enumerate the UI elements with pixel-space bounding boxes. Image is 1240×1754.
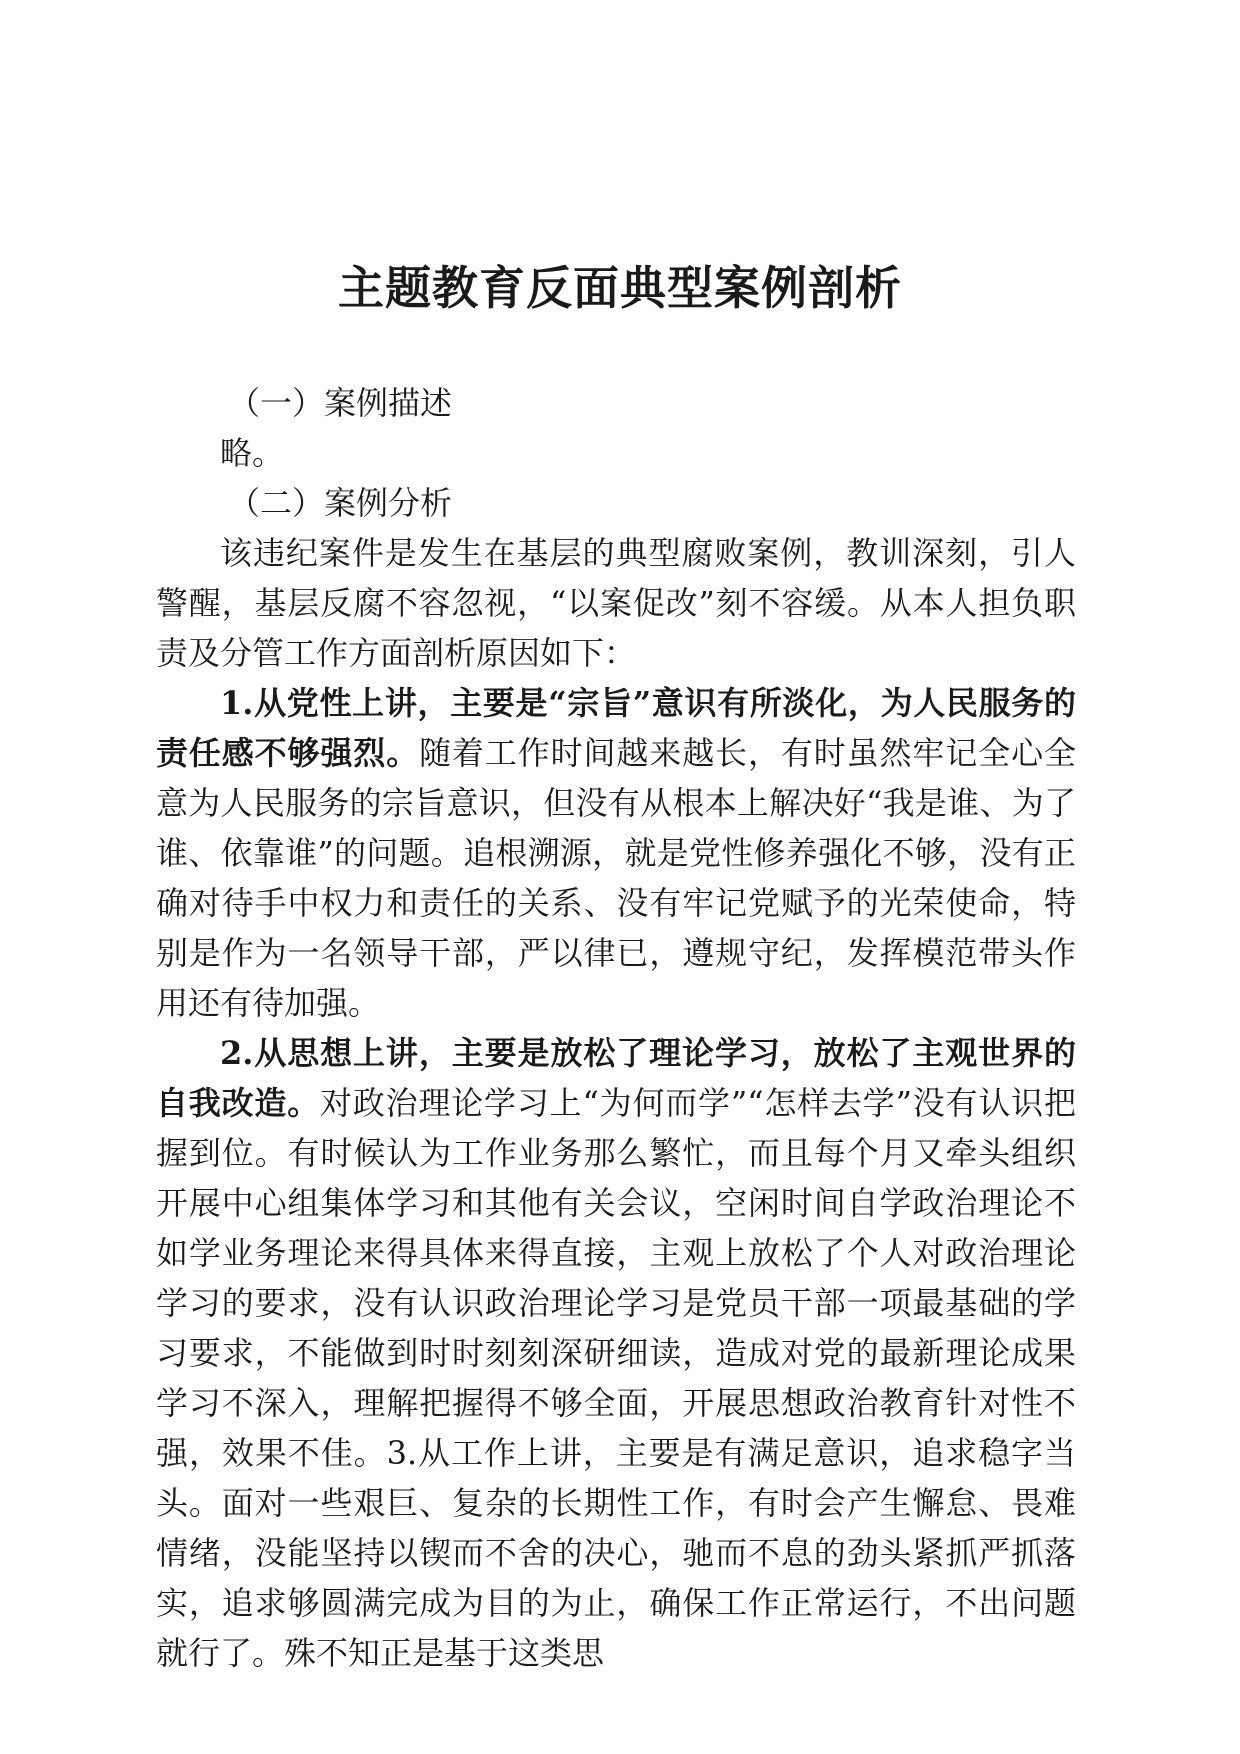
case-description-text: 略。	[220, 434, 285, 472]
analysis-point-1	[156, 678, 1076, 1028]
analysis-point-2-heading: 2.从思想上讲，主要是放松了理论学习，放松了主观世界的自我改造。	[156, 1034, 1076, 1122]
analysis-point-2	[156, 1028, 1076, 1678]
document-title: 主题教育反面典型案例剖析	[338, 261, 902, 315]
case-analysis-intro: 该违纪案件是发生在基层的典型腐败案例，教训深刻，引人警醒，基层反腐不容忽视，“以案促改”刻不容缓。从本人担负职责及分管工作方面剖析原因如下：	[156, 534, 1076, 672]
section-heading-case-description: （一）案例描述	[228, 384, 453, 422]
analysis-point-1-heading: 1.从党性上讲，主要是“宗旨”意识有所淡化，为人民服务的责任感不够强烈。	[156, 684, 1076, 772]
document-body	[156, 378, 1076, 1678]
analysis-point-2-text: 对政治理论学习上“为何而学”“怎样去学”没有认识把握到位。有时候认为工作业务那么繁忙，而且每个月又牵头组织开展中心组集体学习和其他有关会议，空闲时间自学政治理论不如学业务理论来得具体来得直接，主观上放松了个人对政治理论学习的要求，没有认识政治理论学习是党员干部一项最基础的学习要求，不能做到时时刻刻深研细读，造成对党的最新理论成果学习不深入，理解把握得不够全面，开展思想政治教育针对性不强，效果不佳。3.从工作上讲，主要是有满足意识，追求稳字当头。面对一些艰巨、复杂的长期性工作，有时会产生懈怠、畏难情绪，没能坚持以锲而不舍的决心，驰而不息的劲头紧抓严抓落实，追求够圆满完成为目的为止，确保工作正常运行，不出问题就行了。殊不知正是基于这类思	[156, 1084, 1076, 1672]
section-heading-case-analysis: （二）案例分析	[228, 484, 453, 522]
analysis-point-1-text: 随着工作时间越来越长，有时虽然牢记全心全意为人民服务的宗旨意识，但没有从根本上解决好“我是谁、为了谁、依靠谁”的问题。追根溯源，就是党性修养强化不够，没有正确对待手中权力和责任的关系、没有牢记党赋予的光荣使命，特别是作为一名领导干部，严以律已，遵规守纪，发挥模范带头作用还有待加强。	[156, 734, 1076, 1022]
